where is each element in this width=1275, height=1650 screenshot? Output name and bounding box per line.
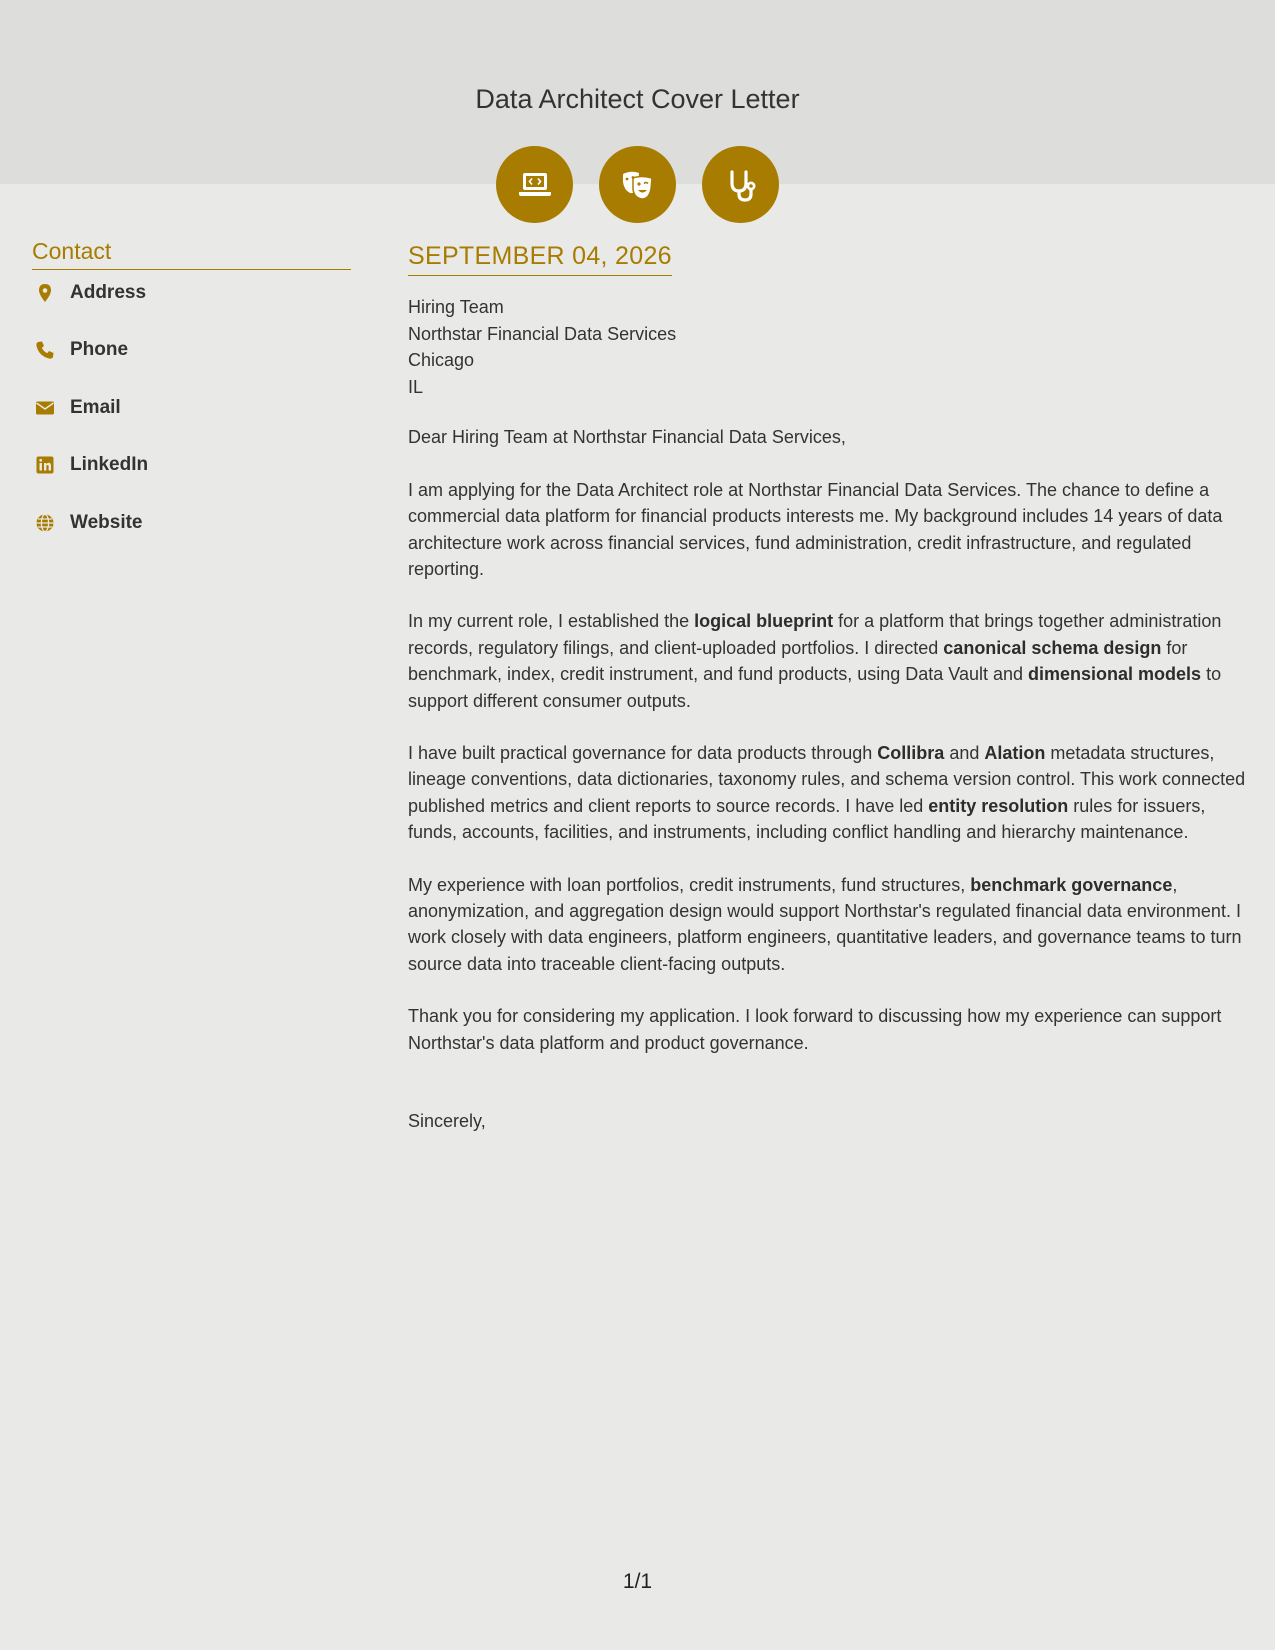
body-paragraph: I am applying for the Data Architect role at Northstar Financial Data Services. The chance to define a commercial data platform for financial products interests me. My background includes 14 years of data architecture work across financial services, fund administration, credit infrastructure, and regulated reporting. [408, 479, 1223, 579]
recipient-line: Hiring Team [408, 297, 504, 317]
salutation: Dear Hiring Team at Northstar Financial Data Services, [408, 427, 846, 448]
document-title: Data Architect Cover Letter [475, 84, 800, 114]
linkedin-icon [34, 454, 56, 476]
contact-list [32, 264, 351, 552]
recipient-line: Chicago [408, 350, 475, 371]
contact-item-phone [32, 322, 351, 380]
body-paragraph: My experience with loan portfolios, credit instruments, fund structures, benchmark governance, anonymization, and aggregation design would support Northstar's regulated financial data environment. I work closely with data engineers, platform engineers, quantitative leaders, and governance teams to turn source data into traceable client-facing outputs. [408, 874, 1242, 974]
contact-sidebar [32, 238, 351, 552]
stethoscope-icon [702, 146, 779, 223]
contact-item-email [32, 379, 351, 437]
contact-label: Address [70, 281, 147, 303]
contact-label: Website [70, 511, 143, 533]
body-paragraph: In my current role, I established the logical blueprint for a platform that brings together administration records, regulatory filings, and client-uploaded portfolios. I directed canonical schema design for benchmark, index, credit instrument, and fund products, using Data Vault and dimensional models to support different consumer outputs. [408, 611, 1222, 711]
globe-icon [34, 512, 56, 534]
letter-date: SEPTEMBER 04, 2026 [408, 240, 672, 276]
theater-masks-icon [599, 146, 676, 223]
emphasis-text: benchmark governance [970, 874, 1173, 895]
contact-label: Phone [70, 339, 129, 361]
contact-item-address [32, 264, 351, 322]
body-paragraph: I have built practical governance for data products through Collibra and Alation metadata structures, lineage conventions, data dictionaries, taxonomy rules, and schema version control. This work connected published metrics and client reports to source records. I have led entity resolution rules for issuers, funds, accounts, facilities, and instruments, including conflict handling and hierarchy maintenance. [408, 743, 1246, 843]
phone-icon [34, 339, 56, 361]
emphasis-text: logical blueprint [694, 611, 834, 632]
recipient-line: IL [408, 376, 424, 397]
emphasis-text: entity resolution [928, 795, 1069, 816]
map-marker-icon [34, 282, 56, 304]
emphasis-text: Alation [984, 743, 1046, 764]
recipient-block [408, 294, 1250, 400]
recipient-line: Northstar Financial Data Services [408, 323, 677, 344]
emphasis-text: dimensional models [1028, 664, 1202, 685]
envelope-icon [34, 397, 56, 419]
contact-heading: Contact [32, 238, 351, 270]
letter-paragraphs [408, 477, 1250, 1056]
body-paragraph: Thank you for considering my application. I look forward to discussing how my experience can support Northstar's data platform and product governance. [408, 1006, 1222, 1053]
letter-body [408, 240, 1250, 1135]
header-icon-row [496, 146, 779, 223]
contact-label: LinkedIn [70, 454, 149, 476]
laptop-code-icon [496, 146, 573, 223]
emphasis-text: canonical schema design [943, 637, 1162, 658]
contact-item-linkedin [32, 437, 351, 495]
page-number: 1/1 [622, 1570, 653, 1593]
contact-item-website [32, 494, 351, 552]
closing: Sincerely, [408, 1111, 486, 1132]
contact-label: Email [70, 396, 121, 418]
emphasis-text: Collibra [877, 743, 945, 764]
